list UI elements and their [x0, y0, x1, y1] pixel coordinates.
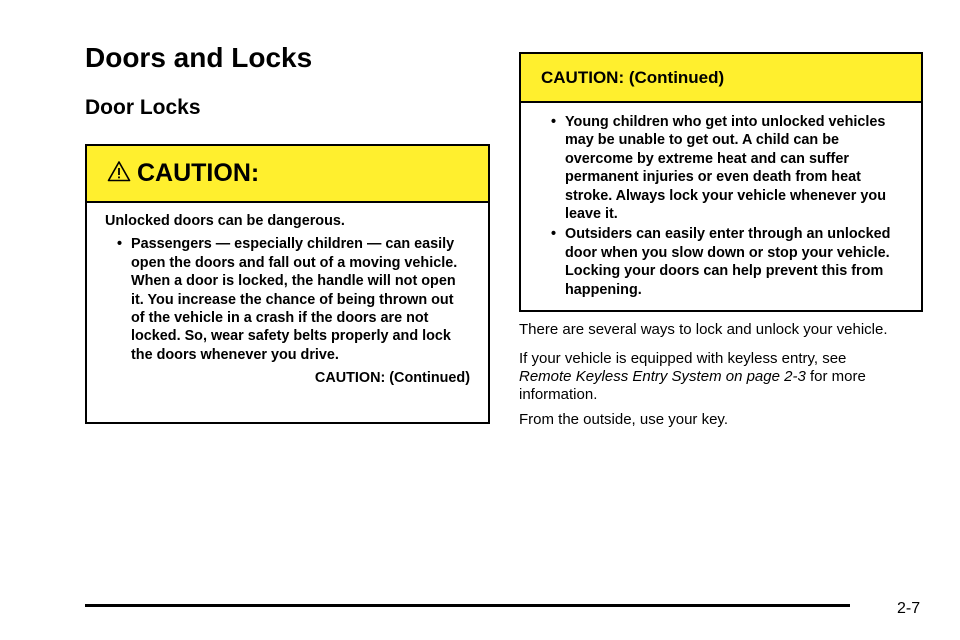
- warning-triangle-icon: [107, 160, 131, 182]
- caution-intro: Unlocked doors can be dangerous.: [105, 213, 345, 229]
- section-title: Door Locks: [85, 96, 201, 119]
- caution-body: [87, 203, 488, 388]
- list-item: • Passengers — especially children — can easily open the doors and fall out of a moving vehicle. When a door is locked, the handle will not open it. You increase the chance of being thrown out of the vehicle in a crash if the doors are not locked. So, wear safety belts properly and lock the doors whenever you drive.: [117, 235, 470, 364]
- caution-label: CAUTION:: [137, 159, 260, 187]
- footer-divider: [85, 604, 850, 607]
- paragraph-text: for more information.: [519, 368, 866, 403]
- caution-box-right: [519, 52, 923, 312]
- caution-header-continued: CAUTION: (Continued): [521, 54, 921, 103]
- bullet-text: Young children who get into unlocked vehicles may be unable to get out. A child can be overcome by extreme heat and can suffer permanent injuries or even death from heat stroke. Always lock your vehicle whenever you leave it.: [565, 114, 886, 223]
- list-item: • Young children who get into unlocked vehicles may be unable to get out. A child can be overcome by extreme heat and can suffer permanent injuries or even death from heat stroke. Always lock your vehicle whenever you leave it.: [551, 113, 903, 223]
- body-paragraph-keyless: [519, 350, 929, 404]
- page-title: Doors and Locks: [85, 42, 313, 73]
- paragraph-text: If your vehicle is equipped with keyless entry, see: [519, 350, 847, 367]
- page-number: 2-7: [897, 600, 921, 617]
- bullet-text: Passengers — especially children — can easily open the doors and fall out of a moving vehicle. When a door is locked, the handle will not open it. You increase the chance of being thrown out of the vehicle in a crash if the doors are not locked. So, wear safety belts properly and lock the doors whenever you drive.: [131, 236, 458, 363]
- list-item: • Outsiders can easily enter through an unlocked door when you slow down or stop your vehicle. Locking your doors can help prevent this from happening.: [551, 225, 903, 299]
- caution-box-left: [85, 144, 490, 424]
- continued-note: CAUTION: (Continued): [314, 370, 470, 387]
- body-paragraph: There are several ways to lock and unlock your vehicle.: [519, 321, 888, 338]
- body-paragraph: From the outside, use your key.: [519, 411, 728, 428]
- cross-reference-link[interactable]: Remote Keyless Entry System on page 2-3: [519, 368, 806, 385]
- caution-body: [521, 103, 921, 299]
- bullet-text: Outsiders can easily enter through an unlocked door when you slow down or stop your vehicle. Locking your doors can help prevent this from happening.: [565, 226, 891, 298]
- caution-header: [87, 146, 488, 203]
